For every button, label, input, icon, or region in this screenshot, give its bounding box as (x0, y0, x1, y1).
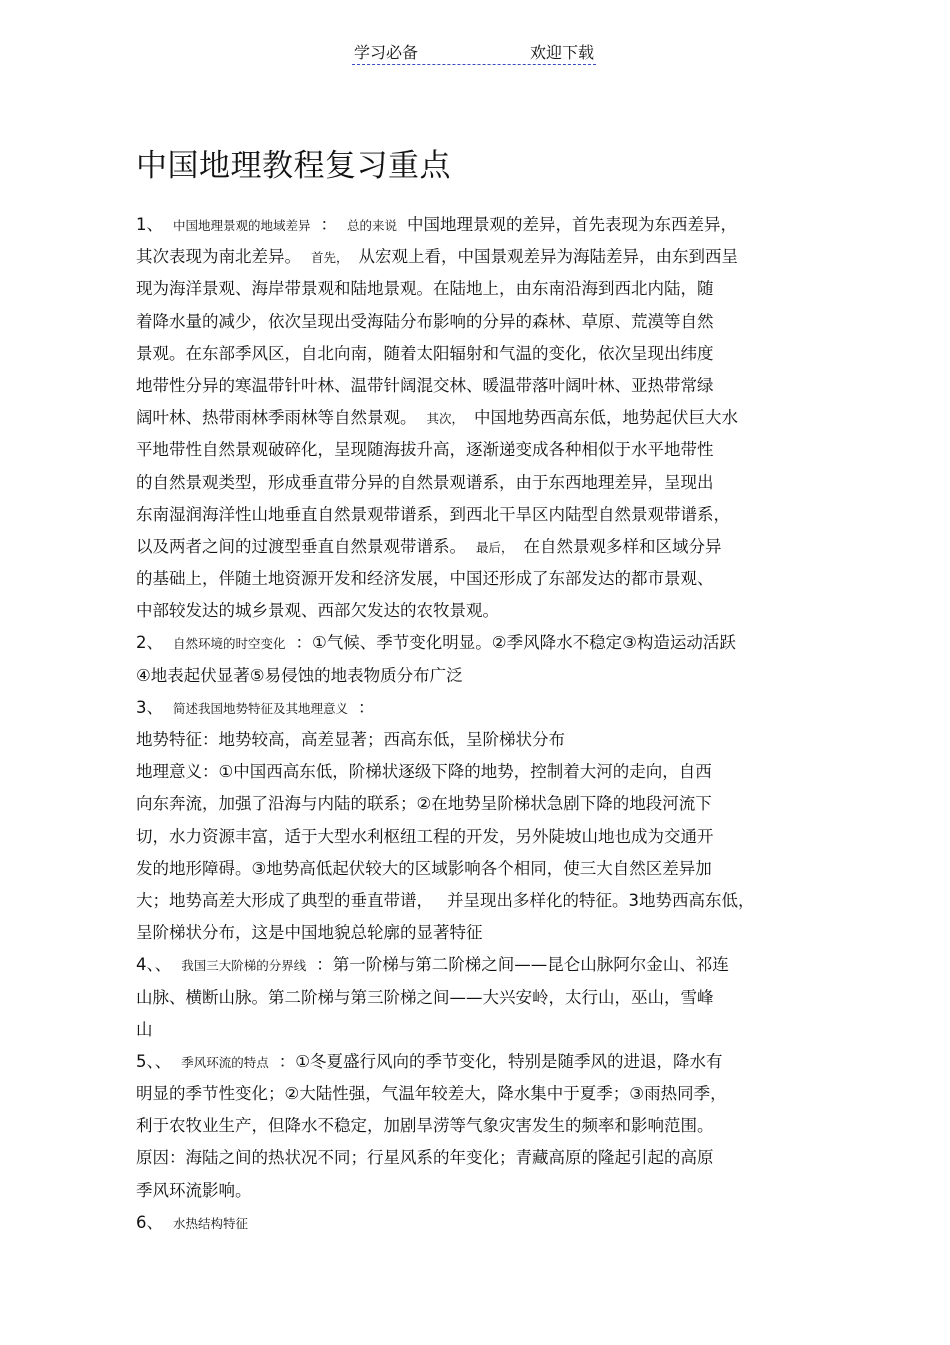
small-label-text: 简述我国地势特征及其地理意义 (173, 700, 349, 716)
body-text: 季风环流影响。 (136, 1180, 252, 1200)
text-line (136, 341, 816, 373)
text-line (136, 791, 816, 823)
text-line (136, 437, 816, 469)
text-line (136, 470, 816, 502)
header-right-text: 欢迎下载 (529, 43, 594, 62)
text-line (136, 534, 816, 566)
body-text: 并呈现出多样化的特征。3地势西高东低， (447, 890, 755, 910)
text-line (136, 695, 816, 727)
text-line (136, 502, 816, 534)
body-text: 4、、 (136, 955, 172, 975)
text-line (136, 1017, 816, 1049)
document-title: 中国地理教程复习重点 (136, 148, 451, 184)
small-label-text: 季风环流的特点 (181, 1054, 269, 1070)
text-line (136, 1049, 816, 1081)
text-line (136, 663, 816, 695)
small-label-text: 中国地理景观的地域差异 (173, 218, 311, 233)
body-text: 中国地势西高东低，地势起伏巨大水 (474, 408, 739, 428)
text-line (136, 212, 816, 244)
body-text: 1、 (136, 215, 163, 234)
body-text: 其次表现为南北差异。 (136, 247, 301, 267)
text-line (136, 952, 816, 984)
body-text: 2、 (136, 633, 163, 653)
small-label-text: 首先， (311, 250, 349, 266)
small-label-text: 自然环境的时空变化 (173, 636, 286, 652)
body-text: 在自然景观多样和区域分异 (523, 536, 722, 556)
text-line (136, 244, 816, 276)
body-text: 3、 (136, 697, 163, 717)
body-text: 地理意义：①中国西高东低，阶梯状逐级下降的地势，控制着大河的走向，自西 (136, 762, 712, 782)
body-text: 原因：海陆之间的热状况不同；行星风系的年变化；青藏高原的隆起引起的高原 (136, 1148, 714, 1168)
body-text: ：①气候、季节变化明显。②季风降水不稳定③构造运动活跃 (295, 633, 736, 653)
text-line (136, 373, 816, 405)
body-text: 发的地形障碍。③地势高低起伏较大的区域影响各个相同，使三大自然区差异加 (136, 858, 712, 878)
body-text: 向东奔流，加强了沿海与内陆的联系；②在地势呈阶梯状急剧下降的地段河流下 (136, 794, 712, 814)
body-text: 呈阶梯状分布，这是中国地貌总轮廓的显著特征 (136, 923, 483, 943)
body-text: 平地带性自然景观破碎化，呈现随海拔升高，逐渐递变成各种相似于水平地带性 (136, 440, 714, 460)
body-text: 5、、 (136, 1051, 172, 1071)
body-text: 地势特征：地势较高，高差显著；西高东低，呈阶梯状分布 (136, 730, 565, 749)
body-text: 景观。在东部季风区，自北向南，随着太阳辐射和气温的变化，依次呈现出纬度 (136, 343, 714, 363)
body-text: 利于农牧业生产，但降水不稳定，加剧旱涝等气象灾害发生的频率和影响范围。 (136, 1116, 714, 1136)
body-text: 阔叶林、热带雨林季雨林等自然景观。 (136, 408, 417, 428)
body-text: 从宏观上看，中国景观差异为海陆差异，由东到西呈 (358, 247, 739, 267)
document-body (136, 212, 816, 1242)
body-text: 的自然景观类型，形成垂直带分异的自然景观谱系，由于东西地理差异，呈现出 (136, 472, 714, 492)
text-line (136, 309, 816, 341)
text-line (136, 727, 816, 759)
body-text: ④地表起伏显著⑤易侵蚀的地表物质分布广泛 (136, 665, 463, 685)
text-line (136, 856, 816, 888)
text-line (136, 759, 816, 791)
body-text: 东南湿润海洋性山地垂直自然景观带谱系，到西北干旱区内陆型自然景观带谱系， (136, 504, 730, 524)
body-text: 山脉、横断山脉。第二阶梯与第三阶梯之间——大兴安岭，太行山，巫山，雪峰 (136, 987, 714, 1007)
text-line (136, 276, 816, 308)
body-text: 现为海洋景观、海岸带景观和陆地景观。在陆地上，由东南沿海到西北内陆，随 (136, 279, 714, 299)
text-line (136, 1081, 816, 1113)
body-text: ：第一阶梯与第二阶梯之间——昆仑山脉阿尔金山、祁连 (316, 955, 729, 975)
body-text: 的基础上，伴随土地资源开发和经济发展，中国还形成了东部发达的都市景观、 (136, 569, 714, 589)
body-text: 地带性分异的寒温带针叶林、温带针阔混交林、暖温带落叶阔叶林、亚热带常绿 (136, 375, 714, 395)
body-text: 山 (136, 1019, 153, 1039)
text-line (136, 824, 816, 856)
body-text: ： (358, 697, 375, 717)
body-text: 大；地势高差大形成了典型的垂直带谱， (136, 890, 433, 910)
body-text: 切，水力资源丰富，适于大型水利枢纽工程的开发，另外陡坡山地也成为交通开 (136, 826, 714, 846)
page-header (352, 40, 596, 65)
body-text: ：①冬夏盛行风向的季节变化，特别是随季风的进退，降水有 (278, 1051, 723, 1071)
text-line (136, 920, 816, 952)
body-text: 着降水量的减少，依次呈现出受海陆分布影响的分异的森林、草原、荒漠等自然 (136, 311, 714, 331)
small-label-text: 其次， (426, 411, 465, 427)
text-line (136, 598, 816, 630)
body-text: 6、 (136, 1212, 163, 1232)
text-line (136, 405, 816, 437)
text-line (136, 1210, 816, 1242)
text-line (136, 1178, 816, 1210)
small-label-text: 总的来说 (347, 218, 398, 233)
body-text: 明显的季节性变化；②大陆性强，气温年较差大，降水集中于夏季；③雨热同季， (136, 1084, 727, 1104)
text-line (136, 888, 816, 920)
body-text: ： (320, 215, 338, 234)
body-text: 中国地理景观的差异，首先表现为东西差异， (407, 215, 738, 234)
small-label-text: 水热结构特征 (173, 1215, 249, 1231)
small-label-text: 我国三大阶梯的分界线 (181, 958, 307, 974)
small-label-text: 最后， (476, 539, 514, 555)
text-line (136, 1113, 816, 1145)
text-line (136, 1145, 816, 1177)
body-text: 以及两者之间的过渡型垂直自然景观带谱系。 (136, 536, 466, 556)
text-line (136, 630, 816, 662)
text-line (136, 566, 816, 598)
header-left-text: 学习必备 (354, 43, 419, 62)
text-line (136, 985, 816, 1017)
body-text: 中部较发达的城乡景观、西部欠发达的农牧景观。 (136, 601, 499, 621)
